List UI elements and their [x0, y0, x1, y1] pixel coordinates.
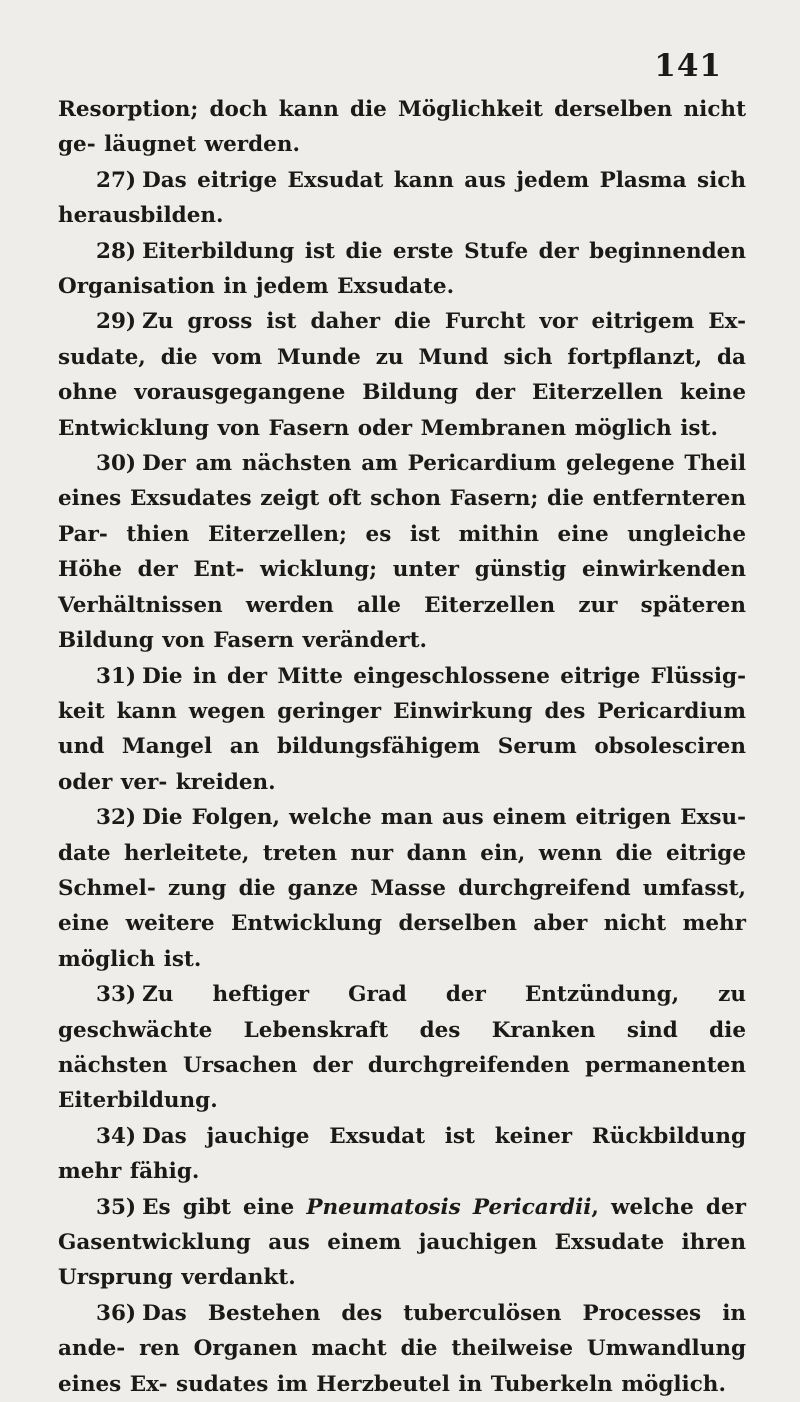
paragraph-31	[58, 659, 746, 801]
paragraph-32	[58, 800, 746, 977]
paragraph-27	[58, 163, 746, 234]
paragraph-number: 27)	[96, 167, 137, 193]
paragraph-text: Das jauchige Exsudat ist keiner Rückbildung mehr fähig.	[58, 1123, 746, 1185]
paragraph-continuation	[58, 92, 746, 163]
paragraph-36	[58, 1296, 746, 1402]
paragraph-number: 36)	[96, 1300, 137, 1326]
paragraph-35	[58, 1190, 746, 1296]
paragraph-number: 31)	[96, 663, 137, 689]
paragraph-text: Resorption; doch kann die Möglichkeit derselben nicht ge- läugnet werden.	[58, 97, 746, 158]
paragraph-number: 34)	[96, 1123, 137, 1149]
paragraph-text: Der am nächsten am Pericardium gelegene Theil eines Exsudates zeigt oft schon Fasern; die entfernteren Par- thien Eiterzellen; es ist mithin eine ungleiche Höhe der Ent- wicklung; unter günstig einwirkenden Verhältnissen werden alle Eiterzellen zur späteren Bildung von Fasern verändert.	[58, 451, 746, 654]
paragraph-italic-term: Pneumatosis Pericardii	[306, 1194, 592, 1220]
paragraph-text: Zu gross ist daher die Furcht vor eitrigem Ex- sudate, die vom Munde zu Mund sich fortpflanzt, da ohne vorausgegangene Bildung der Eiterzellen keine Entwicklung von Fasern oder Membranen möglich ist.	[58, 309, 746, 441]
paragraph-number: 33)	[96, 982, 137, 1008]
paragraph-30	[58, 446, 746, 658]
paragraph-text: Die Folgen, welche man aus einem eitrigen Exsu- date herleitete, treten nur dann ein, wenn die eitrige Schmel- zung die ganze Masse durchgreifend umfasst, eine weitere Entwicklung derselben aber nicht mehr möglich ist.	[58, 805, 746, 972]
paragraph-33	[58, 977, 746, 1119]
body-text	[58, 92, 746, 1402]
paragraph-text: Eiterbildung ist die erste Stufe der beginnenden Organisation in jedem Exsudate.	[58, 238, 746, 300]
paragraph-number: 30)	[96, 451, 137, 477]
paragraph-number: 32)	[96, 805, 137, 831]
paragraph-34	[58, 1119, 746, 1190]
paragraph-text: Zu heftiger Grad der Entzündung, zu geschwächte Lebenskraft des Kranken sind die nächsten Ursachen der durchgreifenden permanenten Eiterbildung.	[58, 982, 746, 1114]
paragraph-28	[58, 234, 746, 305]
paragraph-text: Die in der Mitte eingeschlossene eitrige Flüssig- keit kann wegen geringer Einwirkung des Pericardium und Mangel an bildungsfähigem Serum obsolesciren oder ver- kreiden.	[58, 663, 746, 795]
paragraph-number: 29)	[96, 309, 137, 335]
page-number: 141	[654, 48, 722, 84]
paragraph-text: Das Bestehen des tuberculösen Processes in ande- ren Organen macht die theilweise Umwandlung eines Ex- sudates im Herzbeutel in Tuberkeln möglich.	[58, 1300, 746, 1397]
paragraph-29	[58, 304, 746, 446]
paragraph-text: , welche der Gasentwicklung aus einem jauchigen Exsudate ihren Ursprung verdankt.	[58, 1194, 746, 1291]
paragraph-number: 35)	[96, 1194, 137, 1220]
paragraph-text: Das eitrige Exsudat kann aus jedem Plasma sich herausbilden.	[58, 167, 746, 229]
paragraph-text: Es gibt eine	[142, 1194, 307, 1220]
paragraph-number: 28)	[96, 238, 137, 264]
